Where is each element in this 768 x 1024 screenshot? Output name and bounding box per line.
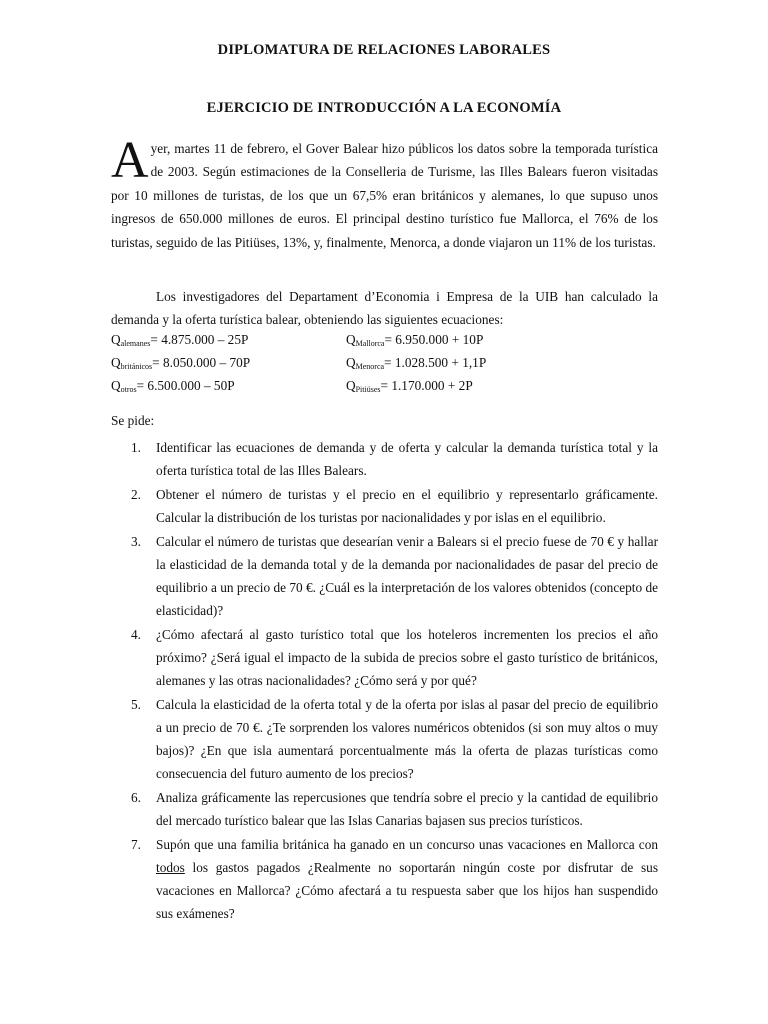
questions-list [111,436,658,926]
equation-demand-otros: $Q_{otros}= 6.500.000 - 50P$ [111,378,235,394]
tasks-heading: Se pide: [111,413,155,428]
intro-paragraph [111,132,658,254]
list-item: 2. Obtener el número de turistas y el precio en el equilibrio y representarlo gráficamente. Calcular la distribución de los turistas por nacionalidades y por islas en el equilibrio. [131,487,658,525]
drop-cap: A [111,132,149,189]
list-item: 7. Supón que una familia británica ha ganado en un concurso unas vacaciones en Mallorca con todos los gastos pagados ¿Realmente no soportarán ningún coste por disfrutar de sus vacaciones en Mallorca? ¿Cómo afectará a tu respuesta saber que los hijos han suspendido sus exámenes? [131,837,658,921]
list-item: 5. Calcula la elasticidad de la oferta total y de la oferta por islas al pasar del precio de equilibrio a un precio de 70 €. ¿Te sorprenden los valores numéricos obtenidos (si son muy altos o muy bajos)? ¿En que isla aumentará porcentualmente más la oferta de plazas turísticas como consecuencia del futuro aumento de los precios? [131,697,658,781]
research-paragraph: Los investigadores del Departament d’Economia i Empresa de la UIB han calculado la demanda y la oferta turística balear, obteniendo las siguientes ecuaciones: [111,289,658,327]
list-item: 4. ¿Cómo afectará al gasto turístico total que los hoteleros incrementen los precios el año próximo? ¿Será igual el impacto de la subida de precios sobre el gasto turístico de británicos, alemanes y las otras nacionalidades? ¿Cómo será y por qué? [131,627,658,688]
equation-supply-mallorca: $Q_{Mallorca}= 6.950.000 + 10P$ [346,332,484,348]
list-item: 6. Analiza gráficamente las repercusiones que tendría sobre el precio y la cantidad de equilibrio del mercado turístico balear que las Islas Canarias bajasen sus precios turísticos. [131,790,658,828]
document-title: DIPLOMATURA DE RELACIONES LABORALES [217,42,551,58]
equation-supply-pitiuses: $Q_{Pitiüses}= 1.170.000 + 2P$ [346,378,473,394]
equation-demand-alemanes: $Q_{alemanes}= 4.875.000 - 25P$ [111,332,249,348]
document-subtitle: EJERCICIO DE INTRODUCCIÓN A LA ECONOMÍA [206,100,562,116]
intro-text: yer, martes 11 de febrero, el Gover Balear hizo públicos los datos sobre la temporada turística de 2003. Según estimaciones de la Conselleria de Turisme, las Illes Balears fueron visitadas por 10 millones de turistas, de los que un 67,5% eran británicos y alemanes, lo que supuso unos ingresos de 650.000 millones de euros. El principal destino turístico fue Mallorca, el 76% de los turistas, seguido de las Pitiüses, 13%, y, finalmente, Menorca, a donde viajaron un 11% de los turistas. [111,141,658,250]
equation-demand-britanicos: $Q_{británicos}= 8.050.000 - 70P$ [111,355,251,371]
equation-supply-menorca: $Q_{Menorca}= 1.028.500 + 1,1P$ [346,355,487,371]
list-item: 1. Identificar las ecuaciones de demanda y de oferta y calcular la demanda turística total y la oferta turística total de las Illes Balears. [131,440,658,478]
underlined-word: todos [156,860,185,875]
list-item: 3. Calcular el número de turistas que desearían venir a Balears si el precio fuese de 70 € y hallar la elasticidad de la demanda total y de la demanda por nacionalidades de pasar del precio de equilibrio a un precio de 70 €. ¿Cuál es la interpretación de los valores obtenidos (concepto de elasticidad)? [131,534,658,618]
